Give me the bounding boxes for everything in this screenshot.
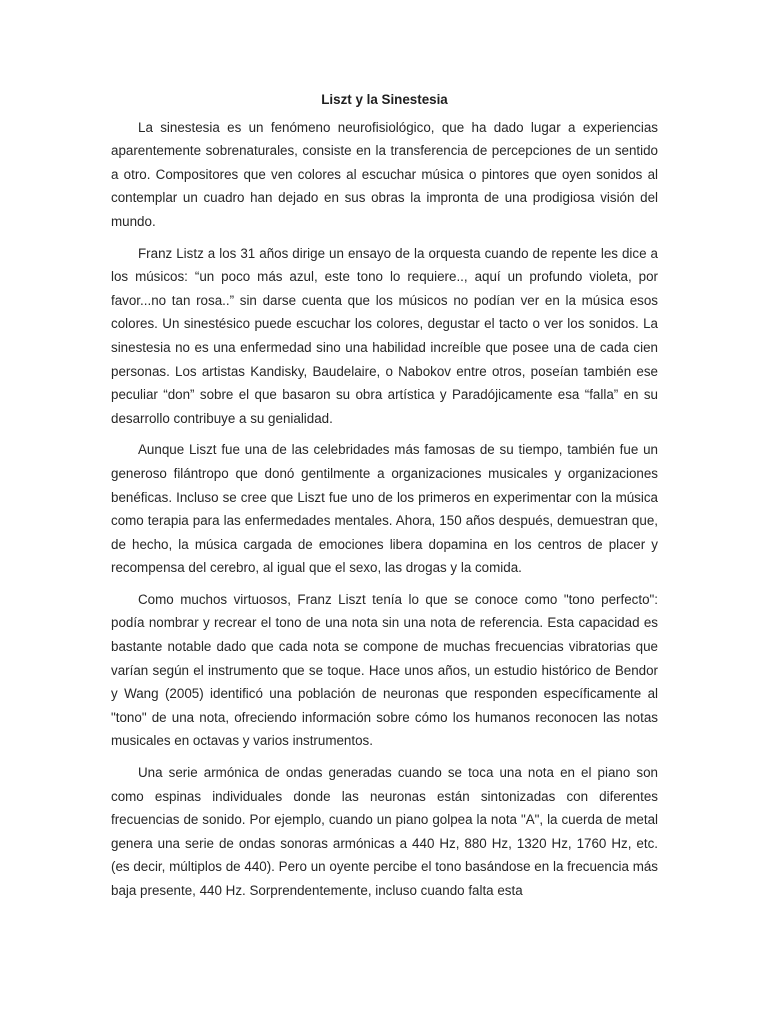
paragraph-5: Una serie armónica de ondas generadas cuando se toca una nota en el piano son como espinas individuales donde las neuronas están sintonizadas con diferentes frecuencias de sonido. Por ejemplo, cuando un piano golpea la nota "A", la cuerda de metal genera una serie de ondas sonoras armónicas a 440 Hz, 880 Hz, 1320 Hz, 1760 Hz, etc. (es decir, múltiplos de 440). Pero un oyente percibe el tono basándose en la frecuencia más baja presente, 440 Hz. Sorprendentemente, incluso cuando falta esta <box>111 765 658 898</box>
paragraph-1: La sinestesia es un fenómeno neurofisiológico, que ha dado lugar a experiencias aparentemente sobrenaturales, consiste en la transferencia de percepciones de un sentido a otro. Compositores que ven colores al escuchar música o pintores que oyen sonidos al contemplar un cuadro han dejado en sus obras la impronta de una prodigiosa visión del mundo. <box>111 119 658 229</box>
document-title: Liszt y la Sinestesia <box>321 92 448 107</box>
paragraph-4: Como muchos virtuosos, Franz Liszt tenía lo que se conoce como "tono perfecto": podía nombrar y recrear el tono de una nota sin una nota de referencia. Esta capacidad es bastante notable dado que cada nota se compone de muchas frecuencias vibratorias que varían según el instrumento que se toque. Hace unos años, un estudio histórico de Bendor y Wang (2005) identificó una población de neuronas que responden específicamente al "tono" de una nota, ofreciendo información sobre cómo los humanos reconocen las notas musicales en octavas y varios instrumentos. <box>111 591 658 749</box>
document-page <box>111 88 658 911</box>
paragraph-2: Franz Listz a los 31 años dirige un ensayo de la orquesta cuando de repente les dice a los músicos: “un poco más azul, este tono lo requiere.., aquí un profundo violeta, por favor...no tan rosa..” sin darse cuenta que los músicos no podían ver en la música esos colores. Un sinestésico puede escuchar los colores, degustar el tacto o ver los sonidos. La sinestesia no es una enfermedad sino una habilidad increíble que posee una de cada cien personas. Los artistas Kandisky, Baudelaire, o Nabokov entre otros, poseían también ese peculiar “don” sobre el que basaron su obra artística y Paradójicamente esa “falla” en su desarrollo contribuye a su genialidad. <box>111 245 658 426</box>
paragraph-3: Aunque Liszt fue una de las celebridades más famosas de su tiempo, también fue un generoso filántropo que donó gentilmente a organizaciones musicales y organizaciones benéficas. Incluso se cree que Liszt fue uno de los primeros en experimentar con la música como terapia para las enfermedades mentales. Ahora, 150 años después, demuestran que, de hecho, la música cargada de emociones libera dopamina en los centros de placer y recompensa del cerebro, al igual que el sexo, las drogas y la comida. <box>111 442 658 576</box>
